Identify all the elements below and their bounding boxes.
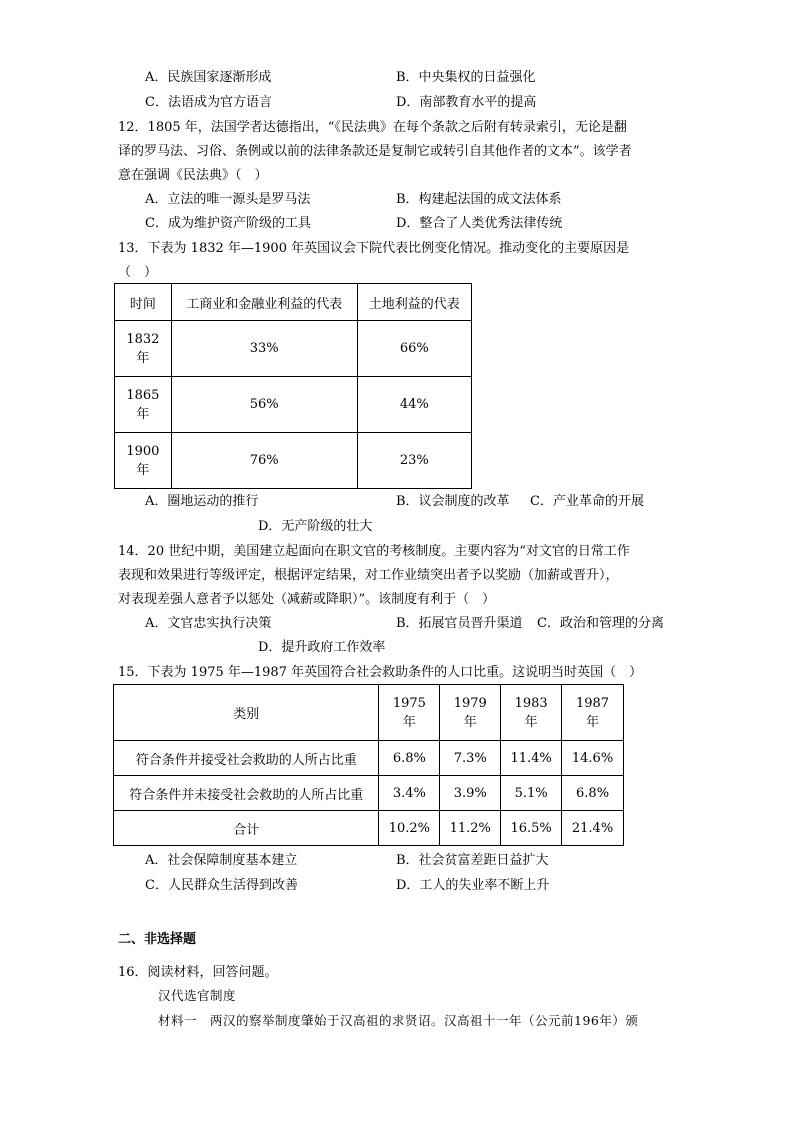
table-row-label: 合计 [114, 811, 379, 846]
q13-option-d: D．无产阶级的壮大 [258, 519, 373, 534]
table-row [115, 321, 472, 377]
q13-stem-line2: （ ） [118, 265, 158, 280]
table-cell: 23% [357, 433, 471, 489]
table-header-cell: 土地利益的代表 [357, 284, 471, 321]
q12-stem-line2: 译的罗马法、习俗、条例或以前的法律条款还是复制它或转引自其他作者的文本”。该学者 [118, 144, 632, 159]
table-cell: 21.4% [562, 811, 624, 846]
table-row-label: 符合条件并接受社会救助的人所占比重 [114, 741, 379, 776]
table-cell: 7.3% [440, 741, 501, 776]
q12-option-c: C．成为维护资产阶级的工具 [145, 216, 311, 231]
q16-subtitle: 汉代选官制度 [158, 988, 237, 1003]
table-row [114, 776, 624, 811]
table-cell: 11.4% [501, 741, 562, 776]
q13-stem-line1: 13．下表为 1832 年—1900 年英国议会下院代表比例变化情况。推动变化的主要原因是 [118, 241, 630, 256]
q14-stem-line3: 对表现差强人意者予以惩处（减薪或降职）”。该制度有利于（ ） [118, 592, 496, 607]
section-heading: 二、非选择题 [118, 932, 197, 947]
q11-option-c: C．法语成为官方语言 [145, 95, 272, 110]
q15-option-d: D．工人的失业率不断上升 [396, 878, 550, 893]
table-cell-year: 1865 年 [115, 377, 172, 433]
table-header-row [114, 685, 624, 741]
q15-table [113, 684, 624, 846]
table-header-cell: 时间 [115, 284, 172, 321]
q13-option-a: A．圈地运动的推行 [145, 494, 259, 509]
q15-option-c: C．人民群众生活得到改善 [145, 878, 298, 893]
q14-option-c: C．政治和管理的分离 [537, 616, 664, 631]
table-cell: 11.2% [440, 811, 501, 846]
table-row [115, 433, 472, 489]
q14-stem-line1: 14．20 世纪中期，美国建立起面向在职文官的考核制度。主要内容为“对文官的日常工作 [118, 544, 630, 559]
q13-option-c: C．产业革命的开展 [530, 494, 644, 509]
q13-table [114, 283, 472, 489]
table-row-label: 符合条件并未接受社会救助的人所占比重 [114, 776, 379, 811]
q15-option-a: A．社会保障制度基本建立 [145, 853, 298, 868]
table-cell: 3.4% [379, 776, 440, 811]
table-cell: 14.6% [562, 741, 624, 776]
q15-option-b: B．社会贫富差距日益扩大 [396, 853, 549, 868]
q12-option-a: A．立法的唯一源头是罗马法 [145, 192, 311, 207]
table-cell: 6.8% [562, 776, 624, 811]
table-row [114, 741, 624, 776]
table-row [115, 377, 472, 433]
table-cell: 44% [357, 377, 471, 433]
table-cell: 5.1% [501, 776, 562, 811]
table-header-cell-year: 1979 年 [440, 685, 501, 741]
table-cell: 56% [171, 377, 357, 433]
q15-stem-line1: 15．下表为 1975 年—1987 年英国符合社会救助条件的人口比重。这说明当时英国（ ） [118, 665, 643, 680]
table-header-row [115, 284, 472, 321]
table-cell: 76% [171, 433, 357, 489]
table-cell: 6.8% [379, 741, 440, 776]
table-cell-year: 1832 年 [115, 321, 172, 377]
q11-option-a: A．民族国家逐渐形成 [145, 70, 272, 85]
q14-option-b: B．拓展官员晋升渠道 [396, 616, 523, 631]
q12-option-b: B．构建起法国的成文法体系 [396, 192, 562, 207]
q12-stem-line1: 12．1805 年，法国学者达德指出，“《民法典》在每个条款之后附有转录索引，无论是翻 [118, 120, 627, 135]
q14-option-d: D．提升政府工作效率 [258, 640, 386, 655]
table-header-cell-year: 1983 年 [501, 685, 562, 741]
q13-option-b: B．议会制度的改革 [396, 494, 510, 509]
table-cell-year: 1900 年 [115, 433, 172, 489]
q11-option-d: D．南部教育水平的提高 [396, 95, 537, 110]
table-cell: 16.5% [501, 811, 562, 846]
table-cell: 33% [171, 321, 357, 377]
table-header-cell: 工商业和金融业利益的代表 [171, 284, 357, 321]
table-row [114, 811, 624, 846]
q12-option-d: D．整合了人类优秀法律传统 [396, 216, 563, 231]
q16-material-1: 材料一 两汉的察举制度肇始于汉高祖的求贤诏。汉高祖十一年（公元前196年）颁 [158, 1013, 639, 1028]
table-header-cell-year: 1987 年 [562, 685, 624, 741]
q11-option-b: B．中央集权的日益强化 [396, 70, 536, 85]
q14-stem-line2: 表现和效果进行等级评定，根据评定结果，对工作业绩突出者予以奖励（加薪或晋升）， [118, 568, 619, 583]
q14-option-a: A．文官忠实执行决策 [145, 616, 272, 631]
q12-stem-line3: 意在强调《民法典》（ ） [118, 168, 268, 183]
table-cell: 66% [357, 321, 471, 377]
table-cell: 3.9% [440, 776, 501, 811]
table-header-cell-year: 1975 年 [379, 685, 440, 741]
q16-stem-line1: 16．阅读材料，回答问题。 [118, 965, 278, 980]
table-cell: 10.2% [379, 811, 440, 846]
table-header-cell: 类别 [114, 685, 379, 741]
